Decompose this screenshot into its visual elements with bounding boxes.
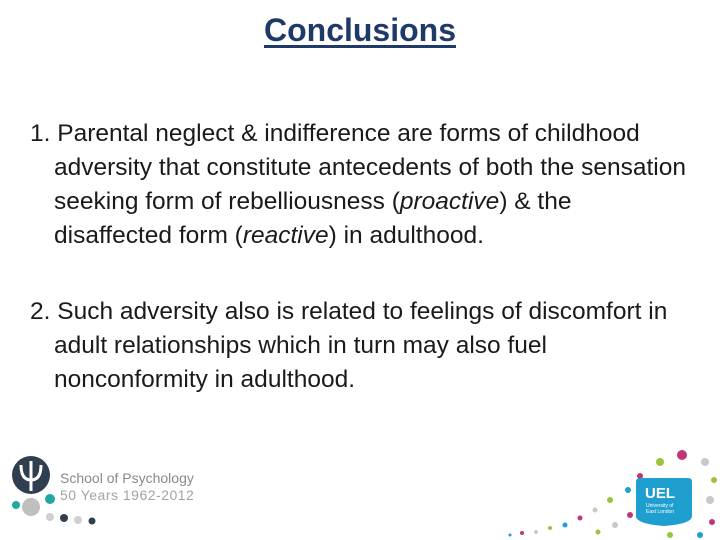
logo-school-name: School of Psychology (60, 470, 194, 486)
logo-dot (60, 514, 68, 522)
point-emphasis-proactive: proactive (399, 188, 500, 215)
uel-logo-name: UEL (645, 485, 675, 502)
logo-dot (89, 518, 96, 525)
conclusions-list (30, 117, 690, 439)
logo-anniversary: 50 Years 1962-2012 (60, 487, 195, 503)
point-text: Such adversity also is related to feelings of discomfort in adult relationships which in turn may also fuel nonconformity in adulthood. (50, 298, 668, 393)
point-text: ) in adulthood. (328, 222, 484, 249)
conclusion-point-2 (30, 295, 690, 397)
point-number: 1. (30, 120, 51, 147)
point-number: 2. (30, 298, 51, 325)
logo-dot (12, 501, 20, 509)
uel-logo-badge (634, 476, 694, 528)
conclusion-point-1 (30, 117, 690, 253)
point-text: Parental neglect & indifference are forms of childhood adversity that constitute antecedents of both the sensation seeking form of rebelliousness ( (50, 120, 686, 215)
uel-logo-sub2: East London (646, 509, 675, 515)
slide-title: Conclusions (263, 12, 456, 48)
logo-dot (46, 513, 54, 521)
logo-dot (74, 516, 82, 524)
point-text: ) & the disaffected form ( (54, 188, 572, 249)
logo-dot-teal (45, 494, 55, 504)
point-emphasis-reactive: reactive (242, 222, 329, 249)
logo-circle-grey (22, 498, 40, 516)
uel-logo-sub1: University of (646, 503, 674, 509)
